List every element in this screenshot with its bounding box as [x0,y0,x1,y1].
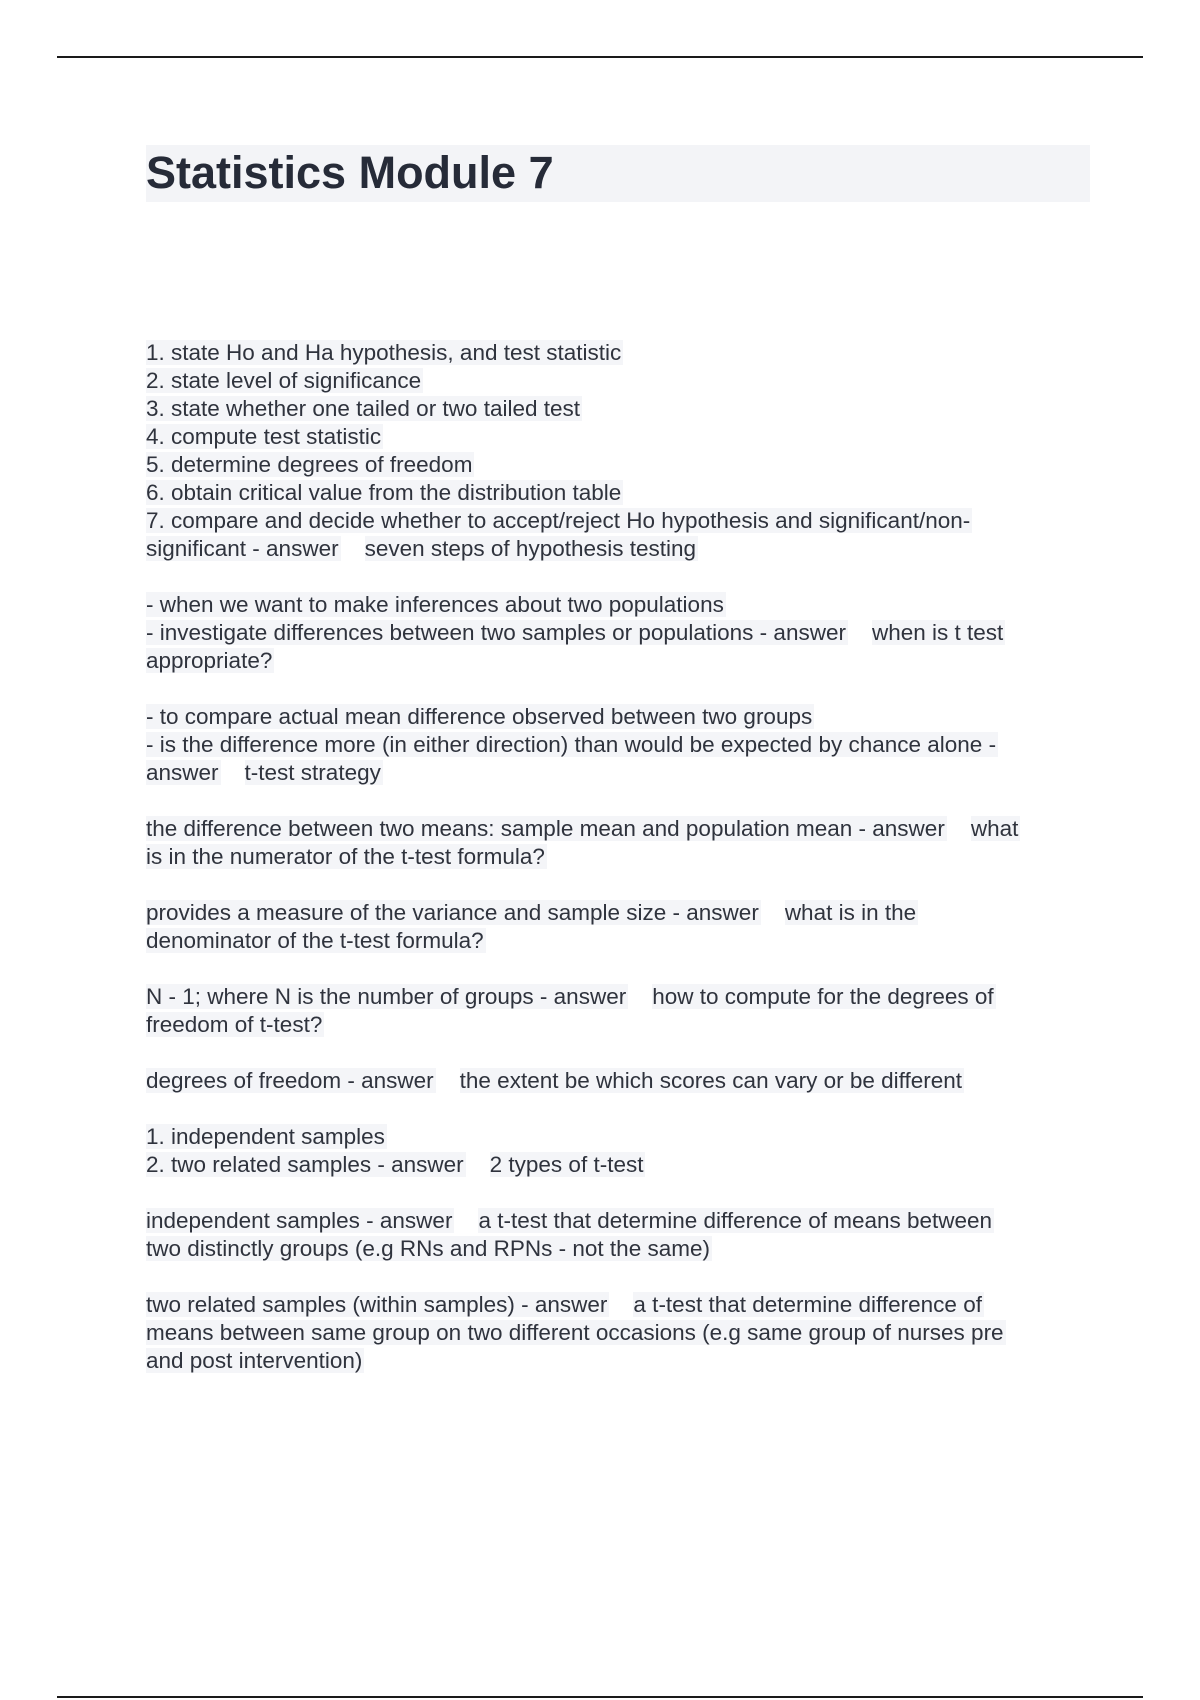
page-title: Statistics Module 7 [146,147,554,198]
card-answer: - investigate differences between two samples or populations - answer [146,620,846,645]
card-question: t-test strategy [244,760,381,785]
card-question: 2 types of t-test [489,1152,644,1177]
flashcard [146,339,1091,563]
flashcard [146,1067,1091,1095]
header-rule [57,56,1143,58]
card-text: 4. compute test statistic [146,424,382,449]
footer-rule [57,1696,1143,1698]
card-text: 1. independent samples [146,1124,385,1149]
flashcard [146,1291,1091,1375]
card-question: when is t test [871,620,1004,645]
flashcard [146,983,1091,1039]
flashcard [146,1207,1091,1263]
card-question: means between same group on two different occasions (e.g same group of nurses pre [146,1320,1004,1345]
card-question: and post intervention) [146,1348,363,1373]
card-question: what [970,816,1019,841]
card-question: freedom of t-test? [146,1012,323,1037]
card-answer: two related samples (within samples) - answer [146,1292,608,1317]
flashcard [146,899,1091,955]
card-answer: provides a measure of the variance and sample size - answer [146,900,759,925]
card-text: 6. obtain critical value from the distribution table [146,480,622,505]
card-text: - is the difference more (in either direction) than would be expected by chance alone - [146,732,997,757]
flashcard-list [146,339,1091,1403]
flashcard [146,703,1091,787]
card-text: - to compare actual mean difference observed between two groups [146,704,813,729]
flashcard [146,815,1091,871]
card-answer: the difference between two means: sample mean and population mean - answer [146,816,945,841]
flashcard [146,1123,1091,1179]
flashcard [146,591,1091,675]
card-question: two distinctly groups (e.g RNs and RPNs - not the same) [146,1236,710,1261]
card-question: appropriate? [146,648,273,673]
card-text: - when we want to make inferences about two populations [146,592,724,617]
card-text: 3. state whether one tailed or two tailed test [146,396,581,421]
card-text: 2. state level of significance [146,368,422,393]
card-question: the extent be which scores can vary or be different [459,1068,963,1093]
card-text: 1. state Ho and Ha hypothesis, and test statistic [146,340,622,365]
card-text: 7. compare and decide whether to accept/reject Ho hypothesis and significant/non- [146,508,971,533]
card-question: how to compute for the degrees of [652,984,994,1009]
card-text: 5. determine degrees of freedom [146,452,473,477]
card-answer: degrees of freedom - answer [146,1068,434,1093]
card-question: a t-test that determine difference of [633,1292,982,1317]
card-answer: N - 1; where N is the number of groups - answer [146,984,627,1009]
card-answer: 2. two related samples - answer [146,1152,464,1177]
card-question: seven steps of hypothesis testing [364,536,697,561]
card-answer: independent samples - answer [146,1208,453,1233]
card-question: denominator of the t-test formula? [146,928,484,953]
card-answer: significant - answer [146,536,339,561]
card-question: a t-test that determine difference of means between [478,1208,993,1233]
card-question: is in the numerator of the t-test formula? [146,844,545,869]
card-question: what is in the [784,900,917,925]
card-answer: answer [146,760,219,785]
